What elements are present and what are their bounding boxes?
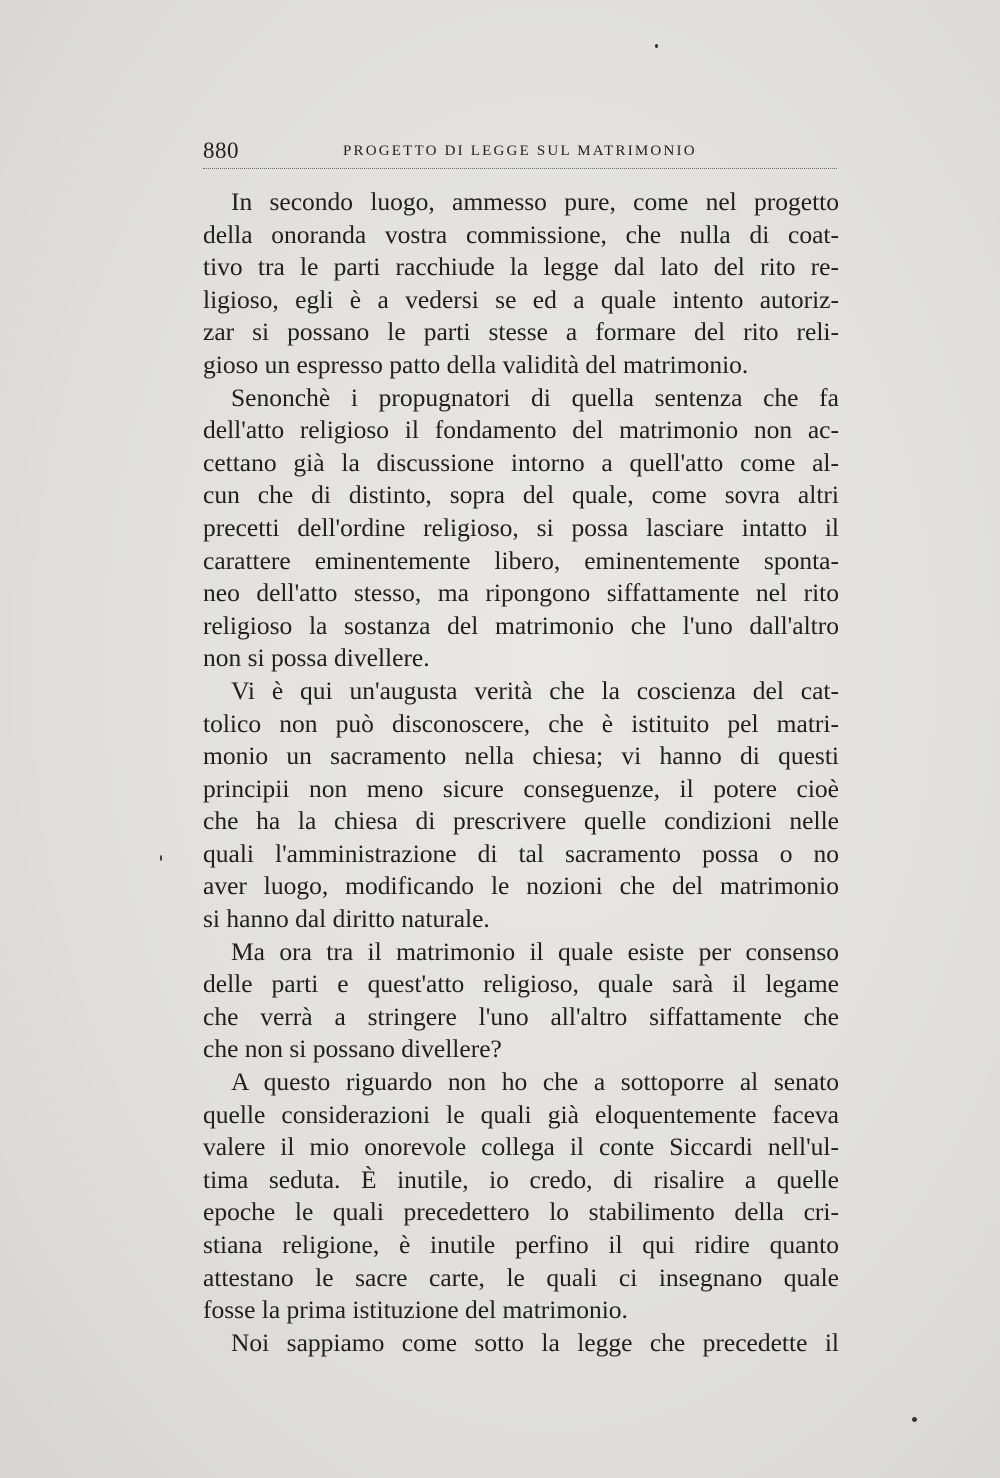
text-line: principii non meno sicure conseguenze, il potere cioè [203, 773, 839, 803]
text-line: carattere eminentemente libero, eminentemente sponta- [203, 545, 839, 575]
text-line: precetti dell'ordine religioso, si possa lasciare intatto il [203, 512, 839, 542]
text-line: Ma ora tra il matrimonio il quale esiste per consenso [231, 936, 839, 966]
text-line: stiana religione, è inutile perfino il qui ridire quanto [203, 1230, 839, 1259]
text-line: zar si possano le parti stesse a formare del rito reli- [203, 317, 839, 347]
text-line: Vi è qui un'augusta verità che la coscienza del cat- [231, 675, 839, 705]
text-line: cettano già la discussione intorno a quell'atto come al- [203, 447, 839, 477]
page-number: 880 [203, 138, 239, 163]
text-line: In secondo luogo, ammesso pure, come nel progetto [231, 187, 839, 216]
text-line: cun che di distinto, sopra del quale, come sovra altri [203, 480, 839, 510]
text-line: che non si possano divellere? [203, 1034, 502, 1064]
body-text [203, 186, 839, 1359]
text-line: non si possa divellere. [203, 643, 430, 673]
text-line: fosse la prima istituzione del matrimonio. [203, 1295, 628, 1325]
text-line: religioso la sostanza del matrimonio che l'uno dall'altro [203, 610, 839, 640]
text-line: della onoranda vostra commissione, che nulla di coat- [203, 219, 839, 249]
text-line: attestano le sacre carte, le quali ci insegnano quale [203, 1262, 839, 1292]
text-line: neo dell'atto stesso, ma ripongono siffattamente nel rito [203, 578, 839, 608]
text-line: Senonchè i propugnatori di quella sentenza che fa [231, 382, 839, 412]
text-line: tivo tra le parti racchiude la legge dal lato del rito re- [203, 252, 839, 282]
paper-speck [655, 44, 658, 48]
text-line: tima seduta. È inutile, io credo, di risalire a quelle [203, 1164, 839, 1194]
running-title: PROGETTO DI LEGGE SUL MATRIMONIO [343, 143, 697, 159]
text-line: A questo riguardo non ho che a sottoporre al senato [231, 1067, 839, 1097]
text-line: tolico non può disconoscere, che è istituito pel matri- [203, 708, 839, 738]
page-header [203, 138, 837, 169]
text-line: quelle considerazioni le quali già eloquentemente faceva [203, 1099, 839, 1129]
text-line: che verrà a stringere l'uno all'altro siffattamente che [203, 1001, 839, 1031]
text-line: monio un sacramento nella chiesa; vi hanno di questi [203, 741, 839, 771]
text-line: ligioso, egli è a vedersi se ed a quale intento autoriz- [203, 284, 839, 314]
text-line: che ha la chiesa di prescrivere quelle condizioni nelle [203, 806, 839, 836]
paper-speck [912, 1417, 917, 1422]
text-line: gioso un espresso patto della validità del matrimonio. [203, 349, 749, 379]
text-line: dell'atto religioso il fondamento del matrimonio non ac- [203, 415, 839, 445]
text-line: quali l'amministrazione di tal sacramento possa o no [203, 838, 839, 868]
text-line: si hanno dal diritto naturale. [203, 904, 490, 934]
paper-speck [160, 855, 162, 861]
text-line: epoche le quali precedettero lo stabilimento della cri- [203, 1197, 839, 1227]
text-line: valere il mio onorevole collega il conte Siccardi nell'ul- [203, 1132, 839, 1162]
text-line: Noi sappiamo come sotto la legge che precedette il [231, 1327, 839, 1357]
text-line: delle parti e quest'atto religioso, quale sarà il legame [203, 969, 839, 999]
text-line: aver luogo, modificando le nozioni che del matrimonio [203, 871, 839, 901]
